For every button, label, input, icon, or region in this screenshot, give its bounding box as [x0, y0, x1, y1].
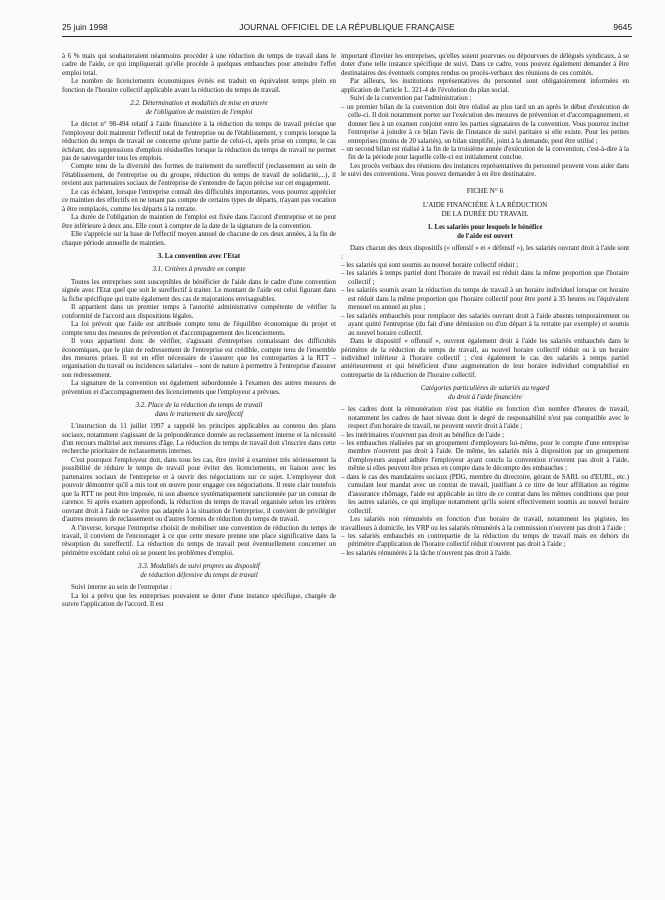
bullet-list	[341, 405, 629, 515]
page-header	[62, 22, 632, 36]
list-item: – un second bilan est réalisé à la fin de la troisième année d'exécution de la convention, c'est-à-dire à la fin de la période pour laquelle celle-ci est initialement conclue.	[341, 145, 629, 162]
section-heading-3-3: 3.3. Modalités de suivi propres au dispositif de réduction défensive du temps de travail	[138, 562, 260, 579]
paragraph: important d'inviter les entreprises, qu'elles soient pourvues ou dépourvues de délégués syndicaux, à se doter d'une telle instance spécifique de suivi. Dans ce cadre, vous pouvez également demander à être destinataires des éventuels comptes rendus ou procès-verbaux des réunions de ces comités.	[341, 52, 629, 77]
list-item: – les salariés à temps partiel dont l'horaire de travail est réduit dans la même proportion que l'horaire collectif ;	[341, 269, 629, 286]
paragraph: La signature de la convention est également subordonnée à l'examen des autres mesures de prévention et d'accompagnement des licenciements que l'employeur a prévues.	[62, 379, 336, 396]
issue-date: 25 juin 1998	[62, 22, 108, 32]
paragraph: A l'inverse, lorsque l'entreprise choisit de mobiliser une convention de réduction du temps de travail, il convient de l'encourager à ce que cette mesure prenne une place significative dans la résorption du sureffectif. La réduction du temps de travail peut éventuellement concerner un périmètre excédant celui où se posent les problèmes d'emploi.	[62, 523, 336, 557]
paragraph: La durée de l'obligation de maintien de l'emploi est fixée dans l'accord d'entreprise et ne peut être inférieure à deux ans. Elle court à compter de la date de la signature de la convention.	[62, 213, 336, 230]
section-heading-1: 1. Les salariés pour lesquels le bénéfice de l'aide est ouvert	[427, 223, 543, 240]
bullet-list	[341, 261, 629, 337]
section-heading-2-2: 2.2. Détermination et modalités de mise en œuvre de l'obligation de maintien de l'emploi	[130, 99, 268, 116]
paragraph: C'est pourquoi l'employeur doit, dans tous les cas, être invité à examiner très sérieusement la possibilité de réduire le temps de travail pour éviter des licenciements, en liaison avec les partenaires sociaux de l'entreprise et à ouvrir des négociations sur ce sujet. L'employeur doit pouvoir démontrer qu'il a mis tout en œuvre pour engager ces négociations. Il reste clair toutefois que la RTT ne peut être imposée, ni son absence systématiquement sanctionnée par un constat de carence. Si après examen approfondi, la réduction du temps de travail organisée selon les critères ouvrant droit à l'aide ne s'avère pas adaptée à la situation de l'entreprise, il convient de privilégier d'autres mesures de reclassement ou d'autres formes de réduction du temps de travail.	[62, 455, 336, 524]
paragraph: à 6 % mais qui souhaiteraient néanmoins procéder à une réduction du temps de travail dans le cadre de l'aide, ce qui impliquerait qu'elle procède à quelques embauches pour atteindre l'effet emploi total.	[62, 52, 336, 77]
paragraph: Suivi interne au sein de l'entreprise :	[71, 583, 173, 592]
list-item: – les salariés soumis avant la réduction du temps de travail à un horaire individuel lorsque cet horaire est réduit dans la même proportion que l'horaire collectif pour être porté à 35 heures ou l'équivalent mensuel ou annuel au plus ;	[341, 286, 629, 311]
header-rule	[62, 36, 632, 37]
paragraph: Dans chacun des deux dispositifs (« offensif » et « défensif »), les salariés ouvrant droit à l'aide sont :	[341, 244, 629, 261]
left-column	[62, 52, 336, 609]
paragraph: Suivi de la convention par l'administration :	[350, 94, 472, 103]
list-item: – les salariés rémunérés à la tâche n'ouvrent pas droit à l'aide.	[341, 549, 629, 557]
list-item: – un premier bilan de la convention doit être réalisé au plus tard un an après le début d'exécution de celle-ci. Il doit notamment porter sur l'exécution des mesures de prévention et d'accompagnement, et donner lieu à un examen conjoint entre les parties signataires de la convention. Vous pourrez inciter l'entreprise à joindre à ce bilan l'avis de l'instance de suivi paritaire si elle existe. Pour les petites entreprises (moins de 20 salariés), un bilan simplifié, joint à la demande, peut être utilisé ;	[341, 103, 629, 145]
paragraph: Il appartient dans un premier temps à l'autorité administrative compétente de vérifier la conformité de l'accord aux dispositions légales.	[62, 303, 336, 320]
list-item: – dans le cas des mandataires sociaux (PDG, membre du directoire, gérant de SARL ou d'EURL, etc.) cumulant leur mandat avec un contrat de travail, justifiant à ce titre de leur affiliation au régime d'assurance chômage, l'aide est applicable au titre de ce contrat dans les mêmes conditions que pour les autres salariés, ce qui implique notamment qu'ils soient effectivement soumis au nouvel horaire collectif.	[341, 473, 629, 515]
fiche-heading: FICHE N° 6	[466, 185, 504, 195]
list-item: – les intérimaires n'ouvrent pas droit au bénéfice de l'aide ;	[341, 431, 629, 439]
paragraph: L'instruction du 11 juillet 1997 a rappelé les principes applicables au contenu des plans sociaux, notamment s'agissant de la prépondérance donnée au reclassement interne et la nécessité d'un recours maîtrisé aux mesures d'âge. La réduction du temps de travail doit s'inscrire dans cette recherche prioritaire de reclassements internes.	[62, 422, 336, 456]
list-item: – les embauches réalisées par un groupement d'employeurs lui-même, pour le compte d'une entreprise membre n'ouvrent pas droit à l'aide. De même, les salariés mis à disposition par un groupement d'employeurs auquel adhère l'employeur ayant conclu la convention n'ouvrent pas droit à l'aide, même si elles peuvent être prises en compte dans le décompte des embauches ;	[341, 439, 629, 473]
paragraph: La loi a prévu que les entreprises pouvaient se doter d'une instance spécifique, chargée de suivre l'application de l'accord. Il est	[62, 591, 336, 609]
section-heading-3: 3. La convention avec l'Etat	[157, 251, 241, 260]
paragraph: Elle s'apprécie sur la base de l'effectif moyen annuel de chacune de ces deux années, à la fin de chaque période annuelle de maintien.	[62, 230, 336, 247]
paragraph: Compte tenu de la diversité des formes de traitement du sureffectif (reclassement au sein de l'établissement, de l'entreprise ou du groupe, réduction du temps de travail de solidarité,...), il revient aux partenaires sociaux de l'entreprise de s'entendre de façon précise sur cet engagement.	[62, 162, 336, 188]
fiche-title: L'AIDE FINANCIÈRE À LA RÉDUCTION DE LA DURÉE DU TRAVAIL	[422, 201, 548, 218]
section-heading-categories: Catégories particulières de salariés au regard du droit à l'aide financière	[420, 384, 550, 401]
paragraph: Dans le dispositif « offensif », ouvrent également droit à l'aide les salariés embauchés dans le périmètre de la réduction du temps de travail, au nouvel horaire collectif réduit ou à un horaire individuel inférieur à l'horaire collectif ; c'est également le cas des salariés à temps partiel antérieurement et qui bénéficient d'une augmentation de leur horaire individuel comptabilisé en contrepartie de la réduction de l'horaire collectif.	[341, 337, 629, 379]
right-column	[341, 52, 629, 557]
paragraph: Le nombre de licenciements économiques évités est traduit en équivalent temps plein en fonction de l'horaire collectif applicable avant la réduction du temps de travail.	[62, 77, 336, 94]
list-item: – les salariés embauchés en contrepartie de la réduction du temps de travail mais en dehors du périmètre d'application de l'horaire collectif réduit n'ouvrent pas droit à l'aide ;	[341, 532, 629, 549]
paragraph: Par ailleurs, les institutions représentatives du personnel sont obligatoirement informées en application de l'article L. 321-4 de l'évolution du plan social.	[341, 77, 629, 94]
list-item: – les cadres dont la rémunération n'est pas établie en fonction d'un nombre d'heures de travail, notamment les cadres de haut niveau dont le degré de responsabilité n'est pas compatible avec le respect d'un horaire de travail, ne peuvent ouvrir droit à l'aide ;	[341, 405, 629, 430]
bullet-list	[341, 103, 629, 162]
journal-title: JOURNAL OFFICIEL DE LA RÉPUBLIQUE FRANÇAISE	[239, 22, 455, 32]
bullet-list	[341, 532, 629, 557]
paragraph: Les procès verbaux des réunions des instances représentatives du personnel peuvent vous aider dans le suivi des conventions. Vous pouvez demander à en être destinataire.	[341, 161, 629, 179]
page-number: 9645	[613, 22, 632, 32]
paragraph: Les salariés non rémunérés en fonction d'un horaire de travail, notamment les pigistes, les travailleurs à domicile, les VRP ou les salariés rémunérés à la commission n'ouvrent pas droit à l'aide :	[341, 515, 629, 532]
list-item: – les salariés embauchés pour remplacer des salariés ouvrant droit à l'aide absents temporairement ou ayant quitté l'entreprise (du fait d'une démission ou d'un départ à la retraite par exemple) et soumis au nouvel horaire collectif.	[341, 312, 629, 337]
paragraph: Le décret n° 98-494 relatif à l'aide financière à la réduction du temps de travail précise que l'employeur doit maintenir l'effectif total de l'entreprise ou de l'établissement, y compris lorsque la réduction du temps de travail ne concerne qu'une partie de celui-ci, après prise en compte, le cas échéant, des suppressions d'emplois résiduelles lorsque la réduction du temps de travail ne permet pas de sauvegarder tous les emplois.	[62, 120, 336, 162]
paragraph: La loi prévoit que l'aide est attribuée compte tenu de l'équilibre économique du projet et compte tenu des mesures de prévention et d'accompagnement des licenciements.	[62, 320, 336, 337]
section-heading-3-2: 3.2. Place de la réduction du temps de travail dans le traitement du sureffectif	[135, 401, 263, 418]
paragraph: Il vous appartient donc de vérifier, s'agissant d'entreprises connaissant des difficultés économiques, que le plan de redressement de l'entreprise est crédible, compte tenu de l'ensemble des mesures prises. Il est en effet nécessaire de s'assurer que les contreparties à la RTT – organisation du travail ou incidences salariales – sont de nature à permettre à l'entreprise d'assurer son redressement.	[62, 337, 336, 379]
section-heading-3-1: 3.1. Critères à prendre en compte	[152, 265, 246, 274]
paragraph: Le cas échéant, lorsque l'entreprise connaît des difficultés importantes, vous pourrez apprécier ce maintien des effectifs en ne tenant pas compte de certains types de départs, n'ayant pas vocation à être remplacés, comme les départs à la retraite.	[62, 187, 336, 213]
paragraph: Toutes les entreprises sont susceptibles de bénéficier de l'aide dans le cadre d'une convention signée avec l'Etat quel que soit le sureffectif à traiter. Le montant de l'aide est celui figurant dans la fiche spécifique qui traite également des cas de majorations envisageables.	[62, 277, 336, 303]
list-item: – les salariés qui sont soumis au nouvel horaire collectif réduit ;	[341, 261, 629, 269]
